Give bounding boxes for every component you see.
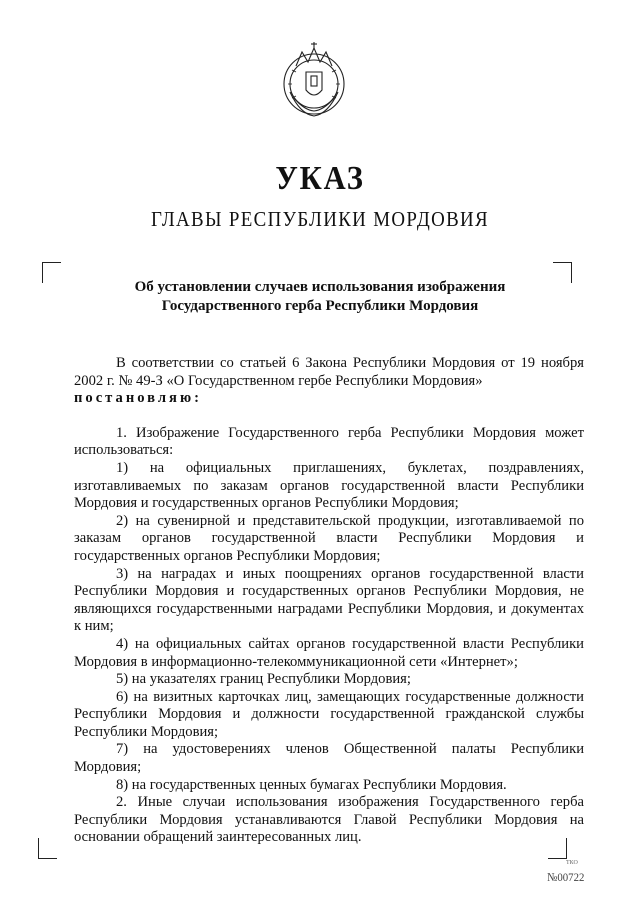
registration-stamp-number: №00722: [547, 870, 585, 884]
clause-1-1: 1) на официальных приглашениях, буклетах, поздравлениях, изготавливаемых по заказам органов государственной власти Республики Мордовия и государственных органов Республики Мордовия;: [74, 459, 584, 512]
corner-bracket-top-right: [553, 262, 572, 283]
decree-title: УКАЗ: [275, 160, 365, 197]
preamble: В соответствии со статьей 6 Закона Республики Мордовия от 19 ноября 2002 г. № 49-З «О Государственном гербе Республики Мордовия»: [74, 355, 584, 389]
heading-line-2: Государственного герба Республики Мордовия: [161, 298, 479, 314]
clause-1-5: 5) на указателях границ Республики Мордовия;: [116, 671, 411, 688]
decree-subtitle: ГЛАВЫ РЕСПУБЛИКИ МОРДОВИЯ: [150, 207, 490, 231]
clause-1: 1. Изображение Государственного герба Республики Мордовия может использоваться:: [74, 424, 584, 459]
clause-1-4: 4) на официальных сайтах органов государственной власти Республики Мордовия в информационно-телекоммуникационной сети «Интернет»;: [74, 635, 584, 670]
stamp-mark: ТКО: [566, 860, 578, 866]
clause-1-6: 6) на визитных карточках лиц, замещающих государственные должности Республики Мордовия и должности государственной гражданской службы Республики Мордовия;: [74, 688, 584, 740]
clause-1-2: 2) на сувенирной и представительской продукции, изготавливаемой по заказам органов государственной власти Республики Мордовия и государственных органов Республики Мордовия;: [74, 512, 584, 564]
corner-bracket-bottom-right: [548, 838, 567, 859]
clause-1-8: 8) на государственных ценных бумагах Республики Мордовия.: [116, 776, 507, 793]
clause-1-3: 3) на наградах и иных поощрениях органов государственной власти Республики Мордовия и государственных органов Республики Мордовия, не являющихся государственными наградами Республики Мордовия, и документах к ним;: [74, 565, 584, 635]
paragraph-gap: [74, 408, 584, 425]
coat-of-arms-icon: [276, 38, 352, 122]
document-body: [74, 355, 584, 847]
document-heading: [90, 278, 550, 316]
clause-1-7: 7) на удостоверениях членов Общественной палаты Республики Мордовия;: [74, 741, 584, 776]
heading-line-1: Об установлении случаев использования изображения: [134, 279, 506, 295]
resolve-word: постановляю:: [74, 390, 202, 407]
clause-2: 2. Иные случаи использования изображения Государственного герба Республики Мордовия устанавливаются Главой Республики Мордовия на основании обращений заинтересованных лиц.: [74, 794, 584, 846]
corner-bracket-bottom-left: [38, 838, 57, 859]
corner-bracket-top-left: [42, 262, 61, 283]
